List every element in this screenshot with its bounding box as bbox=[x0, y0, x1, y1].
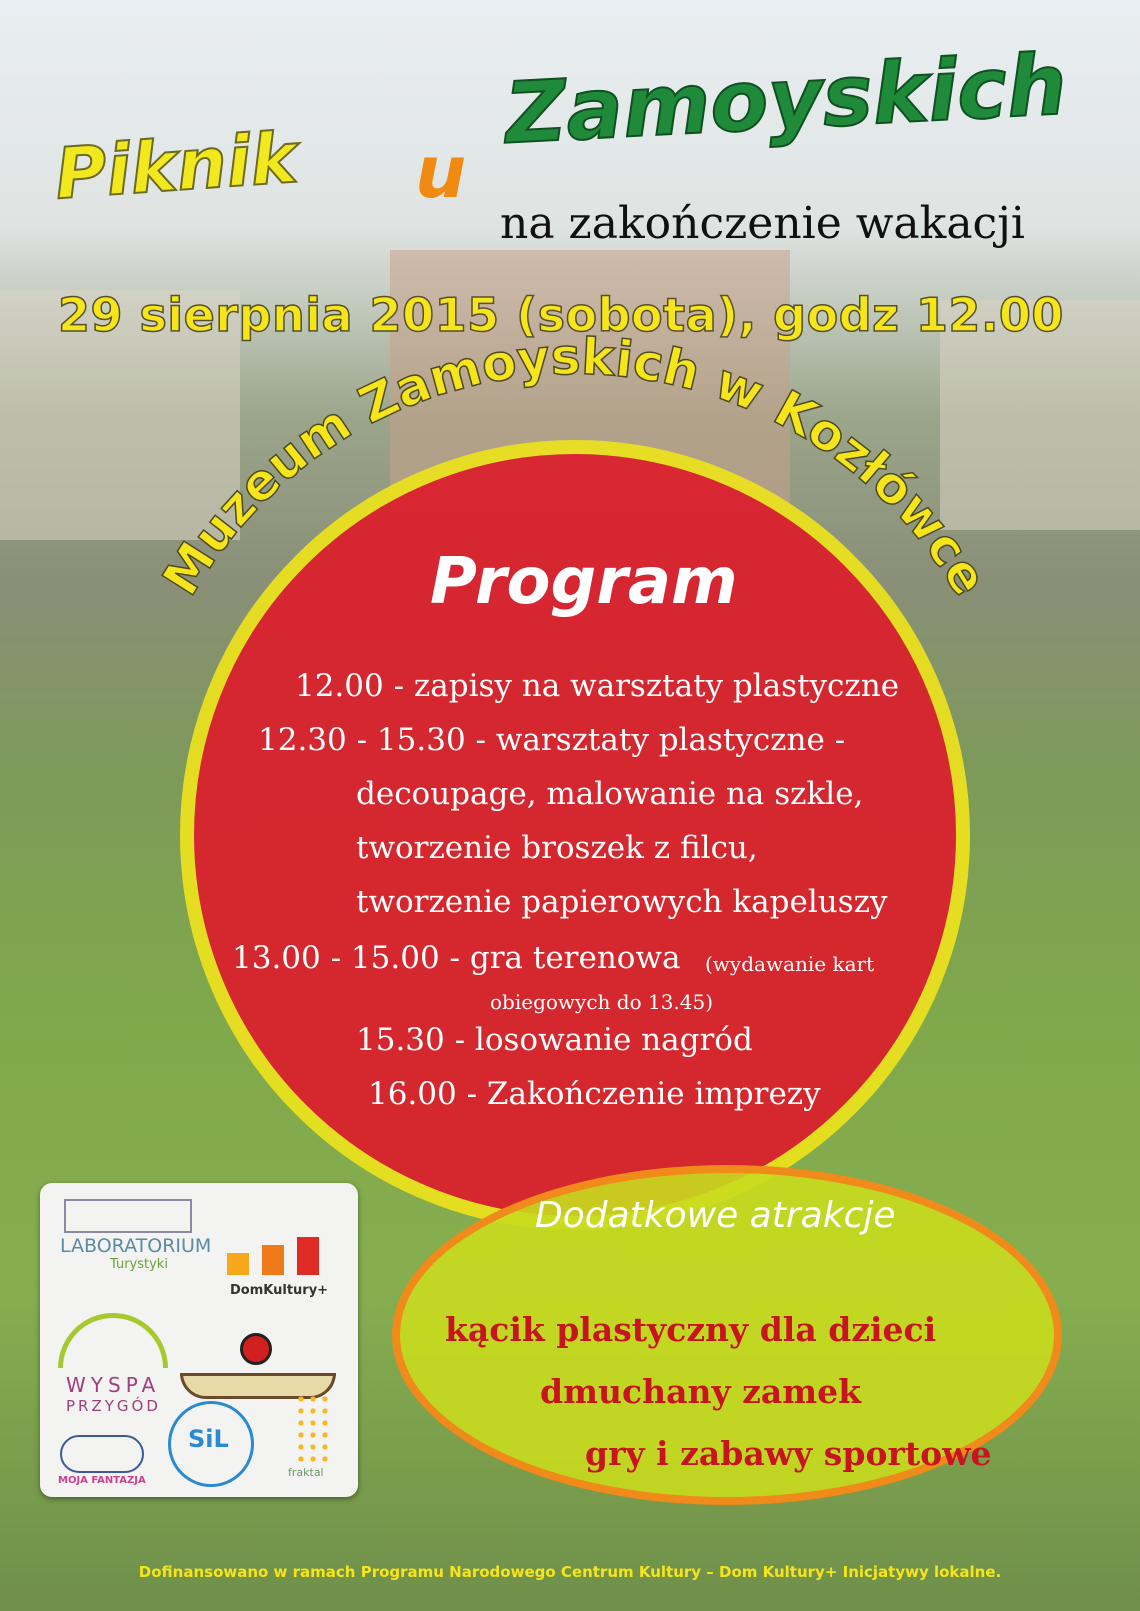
logo-wyspa-sub: PRZYGÓD bbox=[66, 1397, 161, 1415]
logo-sil: SiL bbox=[188, 1425, 229, 1453]
logo-moja-fantazja: MOJA FANTAZJA bbox=[58, 1475, 146, 1486]
logo-wyspa: WYSPA bbox=[66, 1373, 161, 1397]
program-note: (wydawanie kart bbox=[705, 952, 875, 976]
fraktal-dots bbox=[295, 1393, 331, 1463]
museum-crest-shield bbox=[240, 1333, 272, 1365]
program-line: 12.30 - 15.30 - warsztaty plastyczne - bbox=[258, 722, 846, 758]
title-piknik: Piknik bbox=[52, 116, 300, 216]
dk-bar bbox=[262, 1245, 284, 1275]
program-note: obiegowych do 13.45) bbox=[490, 990, 714, 1014]
extra-item: dmuchany zamek bbox=[540, 1372, 862, 1411]
logo-laboratorium: LABORATORIUM bbox=[60, 1235, 212, 1257]
program-line: tworzenie papierowych kapeluszy bbox=[356, 884, 888, 920]
extra-item: kącik plastyczny dla dzieci bbox=[445, 1310, 937, 1349]
title-zamoyskich: Zamoyskich bbox=[502, 35, 1070, 163]
laboratorium-icons bbox=[64, 1199, 192, 1233]
sponsor-logos bbox=[40, 1183, 358, 1497]
program-line: 15.30 - losowanie nagród bbox=[356, 1022, 753, 1058]
dk-bar bbox=[297, 1237, 319, 1275]
logo-domkultury: DomKultury+ bbox=[230, 1283, 329, 1298]
subtitle: na zakończenie wakacji bbox=[500, 198, 1025, 249]
program-title: Program bbox=[430, 545, 738, 619]
moja-fantazja-faces bbox=[60, 1435, 144, 1473]
event-date: 29 sierpnia 2015 (sobota), godz 12.00 bbox=[58, 288, 1064, 342]
program-line: tworzenie broszek z filcu, bbox=[356, 830, 758, 866]
program-line: 16.00 - Zakończenie imprezy bbox=[368, 1076, 821, 1112]
logo-laboratorium-sub: Turystyki bbox=[110, 1257, 168, 1272]
extra-item: gry i zabawy sportowe bbox=[585, 1434, 992, 1473]
logo-fraktal: fraktal bbox=[288, 1466, 324, 1479]
dk-bar bbox=[227, 1253, 249, 1275]
wyspa-arc bbox=[58, 1313, 168, 1368]
title-u: u bbox=[415, 130, 467, 214]
venue-text: Muzeum Zamoyskich w Kozłówce bbox=[151, 327, 999, 606]
extras-title: Dodatkowe atrakcje bbox=[535, 1195, 896, 1236]
program-line: decoupage, malowanie na szkle, bbox=[356, 776, 864, 812]
program-line: 12.00 - zapisy na warsztaty plastyczne bbox=[295, 668, 900, 704]
program-line: 13.00 - 15.00 - gra terenowa bbox=[232, 940, 681, 976]
funding-footer: Dofinansowano w ramach Programu Narodowego Centrum Kultury – Dom Kultury+ Inicjatywy lokalne. bbox=[138, 1563, 1002, 1581]
